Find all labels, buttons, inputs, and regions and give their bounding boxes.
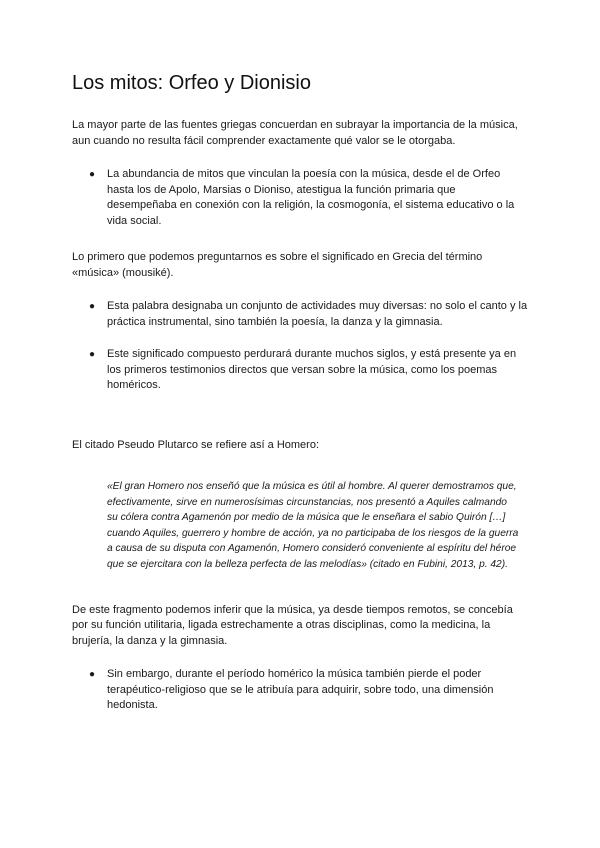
list-item: [72, 667, 528, 714]
bullet-icon: ●: [89, 349, 96, 360]
list-item: [72, 299, 528, 330]
list-item-text: La abundancia de mitos que vinculan la poesía con la música, desde el de Orfeo hasta los de Apolo, Marsias o Dioniso, atestigua la función primaria que desempeñaba en conexión con la religión, la cosmogonía, el sistema educativo o la vida social.: [107, 168, 515, 227]
bullet-icon: ●: [89, 301, 96, 312]
list-item-text: Esta palabra designaba un conjunto de actividades muy diversas: no solo el canto y la práctica instrumental, sino también la poesía, la danza y la gimnasia.: [107, 300, 528, 328]
bullet-list-2: [72, 299, 528, 394]
paragraph-fragmento: De este fragmento podemos inferir que la música, ya desde tiempos remotos, se concebía por su función utilitaria, ligada estrechamente a otras disciplinas, como la medicina, la brujería, la danza y la gimnasia.: [72, 603, 513, 647]
paragraph-musica: Lo primero que podemos preguntarnos es sobre el significado en Grecia del término «música» (mousiké).: [72, 251, 483, 279]
block-quote: «El gran Homero nos enseñó que la música es útil al hombre. Al querer demostramos que, efectivamente, sirve en numerosísimas circunstancias, nos presentó a Aquiles calmando su cólera contra Agamenón por medio de la música que le enseñara el sabio Quirón […] cuando Aquiles, guerrero y hombre de acción, ya no participaba de los riesgos de la guerra a causa de su disputa con Agamenón, Homero consideró conveniente al espíritu del héroe que se ejercitara con la belleza perfecta de las melodías» (citado en Fubini, 2013, p. 42).: [107, 481, 519, 570]
page-title: Los mitos: Orfeo y Dionisio: [72, 72, 311, 94]
list-item-text: Sin embargo, durante el período homérico la música también pierde el poder terapéutico-religioso que se le atribuía para adquirir, sobre todo, una dimensión hedonista.: [107, 668, 494, 712]
paragraph-plutarco: El citado Pseudo Plutarco se refiere así a Homero:: [72, 438, 320, 451]
bullet-icon: ●: [89, 169, 96, 180]
bullet-list-3: [72, 667, 528, 714]
list-item-text: Este significado compuesto perdurará durante muchos siglos, y está presente ya en los primeros testimonios directos que versan sobre la música, como los poemas homéricos.: [107, 348, 517, 391]
list-item: [72, 167, 528, 229]
bullet-list-1: [72, 167, 528, 229]
document-page: [72, 70, 528, 714]
intro-paragraph: La mayor parte de las fuentes griegas concuerdan en subrayar la importancia de la música, aun cuando no resulta fácil comprender exactamente qué valor se le otorgaba.: [72, 119, 518, 147]
list-item: [72, 347, 528, 394]
bullet-icon: ●: [89, 669, 96, 681]
